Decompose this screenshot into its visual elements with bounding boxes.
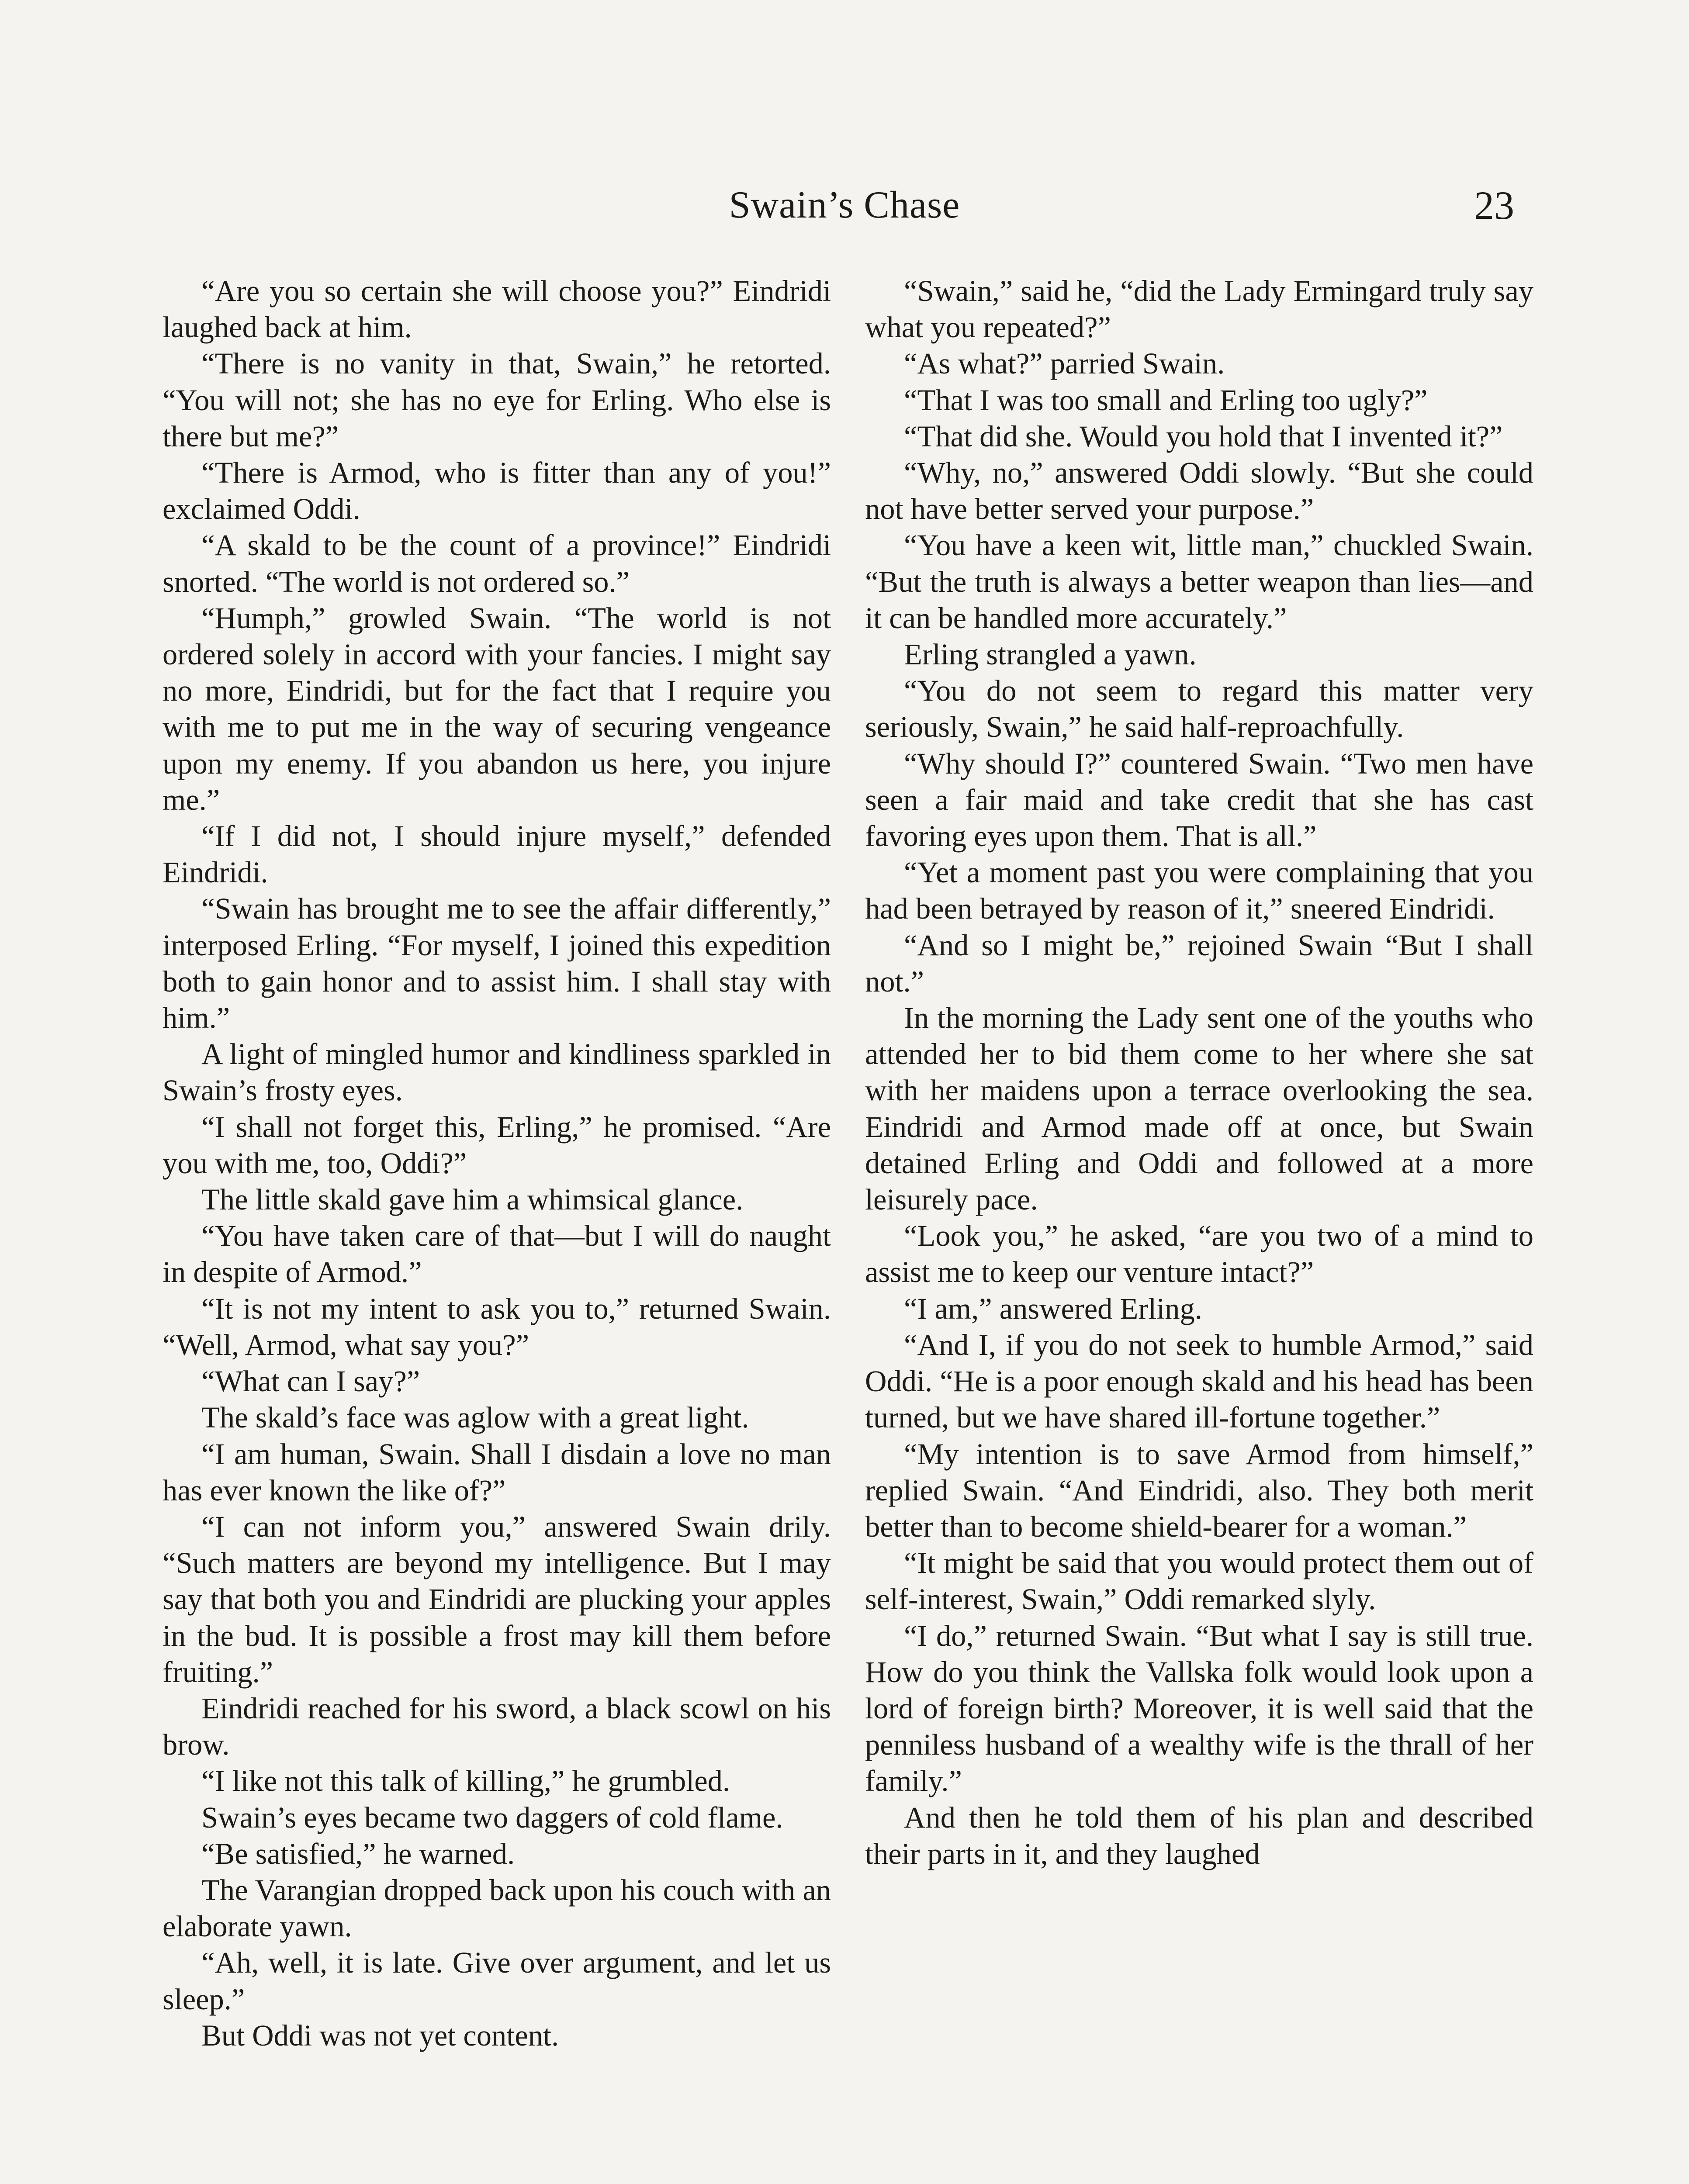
paragraph: “Be satisfied,” he warned. [201, 1837, 515, 1870]
paragraph: Eindridi reached for his sword, a black scowl on his brow. [163, 1691, 831, 1762]
paragraph: “There is no vanity in that, Swain,” he retorted. “You will not; she has no eye for Erling. Who else is there but me?” [163, 347, 831, 453]
paragraph: And then he told them of his plan and described their parts in it, and they laughed [865, 1800, 1533, 1870]
paragraph: The skald’s face was aglow with a great light. [201, 1401, 749, 1434]
paragraph: “Yet a moment past you were complaining that you had been betrayed by reason of it,” sneered Eindridi. [865, 856, 1533, 926]
paragraph: “If I did not, I should injure myself,” defended Eindridi. [163, 819, 831, 889]
paragraph: The Varangian dropped back upon his couch with an elaborate yawn. [163, 1873, 831, 1943]
paragraph: In the morning the Lady sent one of the youths who attended her to bid them come to her where she sat with her maidens upon a terrace overlooking the sea. Eindridi and Armod made off at once, but Swain detained Erling and Oddi and followed at a more leisurely pace. [865, 1001, 1533, 1216]
paragraph: “That did she. Would you hold that I invented it?” [904, 419, 1503, 453]
paragraph: “It might be said that you would protect them out of self-interest, Swain,” Oddi remarked slyly. [865, 1546, 1533, 1616]
paragraph: “I shall not forget this, Erling,” he promised. “Are you with me, too, Oddi?” [163, 1110, 831, 1180]
paragraph: “I do,” returned Swain. “But what I say is still true. How do you think the Vallska folk would look upon a lord of foreign birth? Moreover, it is well said that the penniless husband of a wealthy wife is the thrall of her family.” [865, 1619, 1533, 1798]
paragraph: “I am,” answered Erling. [904, 1292, 1202, 1325]
paragraph: “I can not inform you,” answered Swain drily. “Such matters are beyond my intelligence. But I may say that both you and Eindridi are plucking your apples in the bud. It is possible a frost may kill them before fruiting.” [163, 1510, 831, 1689]
paragraph: “I am human, Swain. Shall I disdain a love no man has ever known the like of?” [163, 1437, 831, 1507]
paragraph: “Are you so certain she will choose you?” Eindridi laughed back at him. [163, 274, 831, 344]
paragraph: “Humph,” growled Swain. “The world is not ordered solely in accord with your fancies. I might say no more, Eindridi, but for the fact that I require you with me to put me in the way of securing vengeance upon my enemy. If you abandon us here, you injure me.” [163, 601, 831, 816]
paragraph: “My intention is to save Armod from himself,” replied Swain. “And Eindridi, also. They both merit better than to become shield-bearer for a woman.” [865, 1437, 1533, 1543]
paragraph: “Look you,” he asked, “are you two of a mind to assist me to keep our venture intact?” [865, 1219, 1533, 1289]
paragraph: A light of mingled humor and kindliness sparkled in Swain’s frosty eyes. [163, 1037, 831, 1107]
paragraph: “You do not seem to regard this matter very seriously, Swain,” he said half-reproachfully. [865, 674, 1533, 744]
running-head [0, 179, 1689, 232]
paragraph: “You have a keen wit, little man,” chuckled Swain. “But the truth is always a better weapon than lies—and it can be handled more accurately.” [865, 529, 1533, 635]
left-column [163, 273, 831, 2054]
paragraph: “Ah, well, it is late. Give over argument, and let us sleep.” [163, 1946, 831, 2016]
chapter-title: Swain’s Chase [729, 184, 960, 226]
paragraph: “You have taken care of that—but I will do naught in despite of Armod.” [163, 1219, 831, 1289]
paragraph: Erling strangled a yawn. [904, 638, 1197, 671]
right-column [865, 273, 1533, 1872]
paragraph: Swain’s eyes became two daggers of cold flame. [201, 1800, 783, 1834]
paragraph: “Why should I?” countered Swain. “Two men have seen a fair maid and take credit that she has cast favoring eyes upon them. That is all.” [865, 746, 1533, 853]
paragraph: “I like not this talk of killing,” he grumbled. [201, 1764, 730, 1798]
paragraph: But Oddi was not yet content. [201, 2018, 559, 2052]
paragraph: “There is Armod, who is fitter than any of you!” exclaimed Oddi. [163, 456, 831, 526]
paragraph: “And I, if you do not seek to humble Armod,” said Oddi. “He is a poor enough skald and his head has been turned, but we have shared ill-fortune together.” [865, 1328, 1533, 1434]
paragraph: “Why, no,” answered Oddi slowly. “But she could not have better served your purpose.” [865, 456, 1533, 526]
paragraph: “As what?” parried Swain. [904, 347, 1225, 380]
page-number: 23 [1474, 183, 1514, 228]
paragraph: “It is not my intent to ask you to,” returned Swain. “Well, Armod, what say you?” [163, 1292, 831, 1362]
paragraph: “What can I say?” [201, 1365, 420, 1398]
paragraph: “That I was too small and Erling too ugly?” [904, 383, 1428, 417]
paragraph: “Swain has brought me to see the affair differently,” interposed Erling. “For myself, I joined this expedition both to gain honor and to assist him. I shall stay with him.” [163, 892, 831, 1035]
paragraph: “Swain,” said he, “did the Lady Ermingard truly say what you repeated?” [865, 274, 1533, 344]
paragraph: “A skald to be the count of a province!” Eindridi snorted. “The world is not ordered so.” [163, 529, 831, 598]
paragraph: “And so I might be,” rejoined Swain “But I shall not.” [865, 928, 1533, 998]
paragraph: The little skald gave him a whimsical glance. [201, 1183, 744, 1216]
